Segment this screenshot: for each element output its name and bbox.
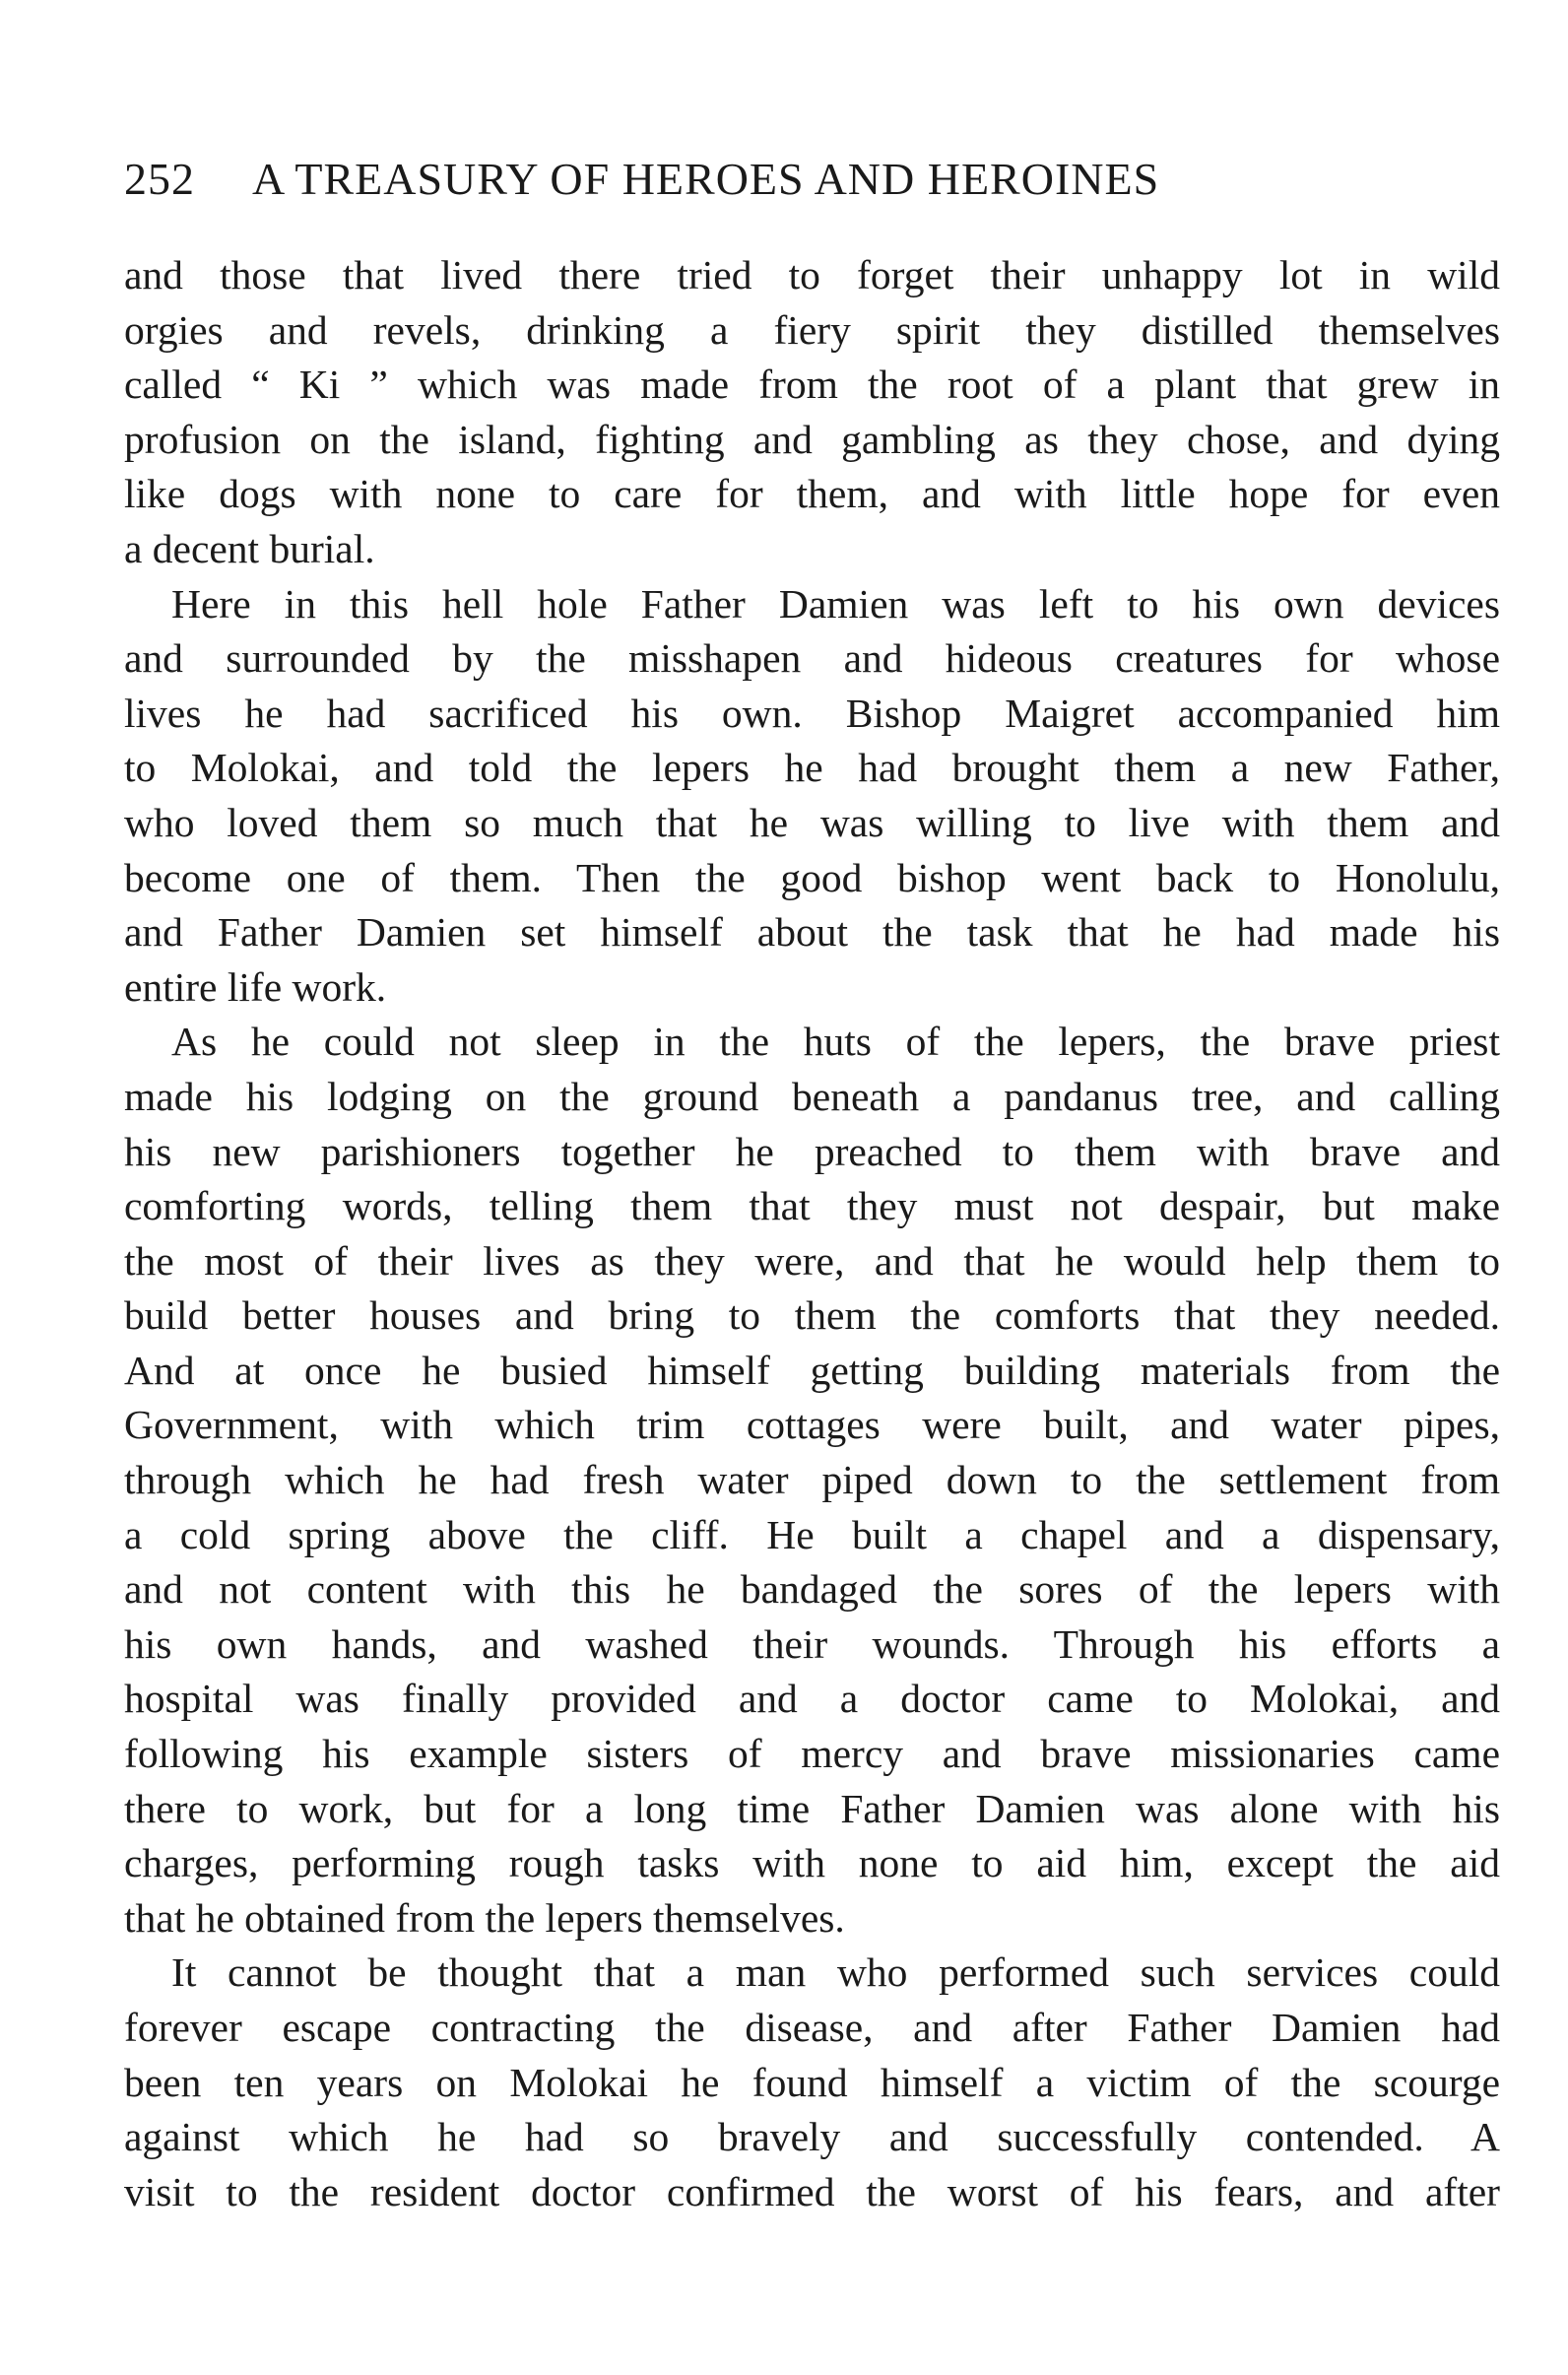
paragraph [124,1946,1500,2219]
running-head [124,150,1503,209]
text-line: made his lodging on the ground beneath a pandanus tree, and calling [124,1073,1500,1119]
text-line: comforting words, telling them that they must not despair, but make [124,1183,1500,1229]
text-line: It cannot be thought that a man who performed such services could [171,1949,1500,1996]
text-line: become one of them. Then the good bishop went back to Honolulu, [124,854,1500,900]
text-line: As he could not sleep in the huts of the lepers, the brave priest [171,1019,1500,1065]
text-line: And at once he busied himself getting building materials from the [124,1347,1500,1393]
paragraph [124,248,1500,577]
text-line: who loved them so much that he was willing to live with them and [124,799,1500,845]
text-line: and those that lived there tried to forget their unhappy lot in wild [124,252,1500,297]
text-line: visit to the resident doctor confirmed the worst of his fears, and after [124,2168,1500,2214]
body-text [124,248,1500,2219]
text-line: like dogs with none to care for them, and with little hope for even [124,471,1500,517]
paragraph [124,1015,1500,1946]
text-line: lives he had sacrificed his own. Bishop Maigret accompanied him [124,690,1500,736]
text-line: his new parishioners together he preached to them with brave and [124,1128,1500,1174]
text-line: his own hands, and washed their wounds. Through his efforts a [124,1620,1500,1667]
text-line: a cold spring above the cliff. He built a chapel and a dispensary, [124,1511,1500,1557]
paragraph [124,577,1500,1016]
text-line: been ten years on Molokai he found himself a victim of the scourge [124,2059,1500,2105]
text-line: orgies and revels, drinking a fiery spirit they distilled themselves [124,306,1500,353]
text-line: entire life work. [124,963,387,1010]
text-line: and Father Damien set himself about the task that he had made his [124,909,1500,956]
text-line: charges, performing rough tasks with none to aid him, except the aid [124,1840,1500,1886]
text-line: and not content with this he bandaged the sores of the lepers with [124,1566,1500,1613]
text-line: to Molokai, and told the lepers he had brought them a new Father, [124,745,1500,791]
text-line: Government, with which trim cottages were built, and water pipes, [124,1402,1500,1448]
running-title: A TREASURY OF HEROES AND HEROINES [252,154,1160,204]
text-line: through which he had fresh water piped down to the settlement from [124,1457,1500,1503]
page-number: 252 [124,154,195,204]
text-line: profusion on the island, fighting and gambling as they chose, and dying [124,416,1500,462]
text-line: the most of their lives as they were, and that he would help them to [124,1237,1500,1284]
text-line: that he obtained from the lepers themselves. [124,1894,845,1941]
text-line: there to work, but for a long time Father Damien was alone with his [124,1785,1500,1831]
text-line: called “ Ki ” which was made from the root of a plant that grew in [124,362,1500,408]
text-line: following his example sisters of mercy and brave missionaries came [124,1731,1500,1777]
text-line: a decent burial. [124,525,375,571]
text-line: against which he had so bravely and successfully contended. A [124,2114,1500,2160]
text-line: forever escape contracting the disease, and after Father Damien had [124,2005,1500,2050]
text-line: Here in this hell hole Father Damien was left to his own devices [171,580,1500,627]
text-line: and surrounded by the misshapen and hideous creatures for whose [124,635,1500,682]
text-line: build better houses and bring to them the comforts that they needed. [124,1292,1500,1339]
text-line: hospital was finally provided and a doctor came to Molokai, and [124,1676,1500,1722]
